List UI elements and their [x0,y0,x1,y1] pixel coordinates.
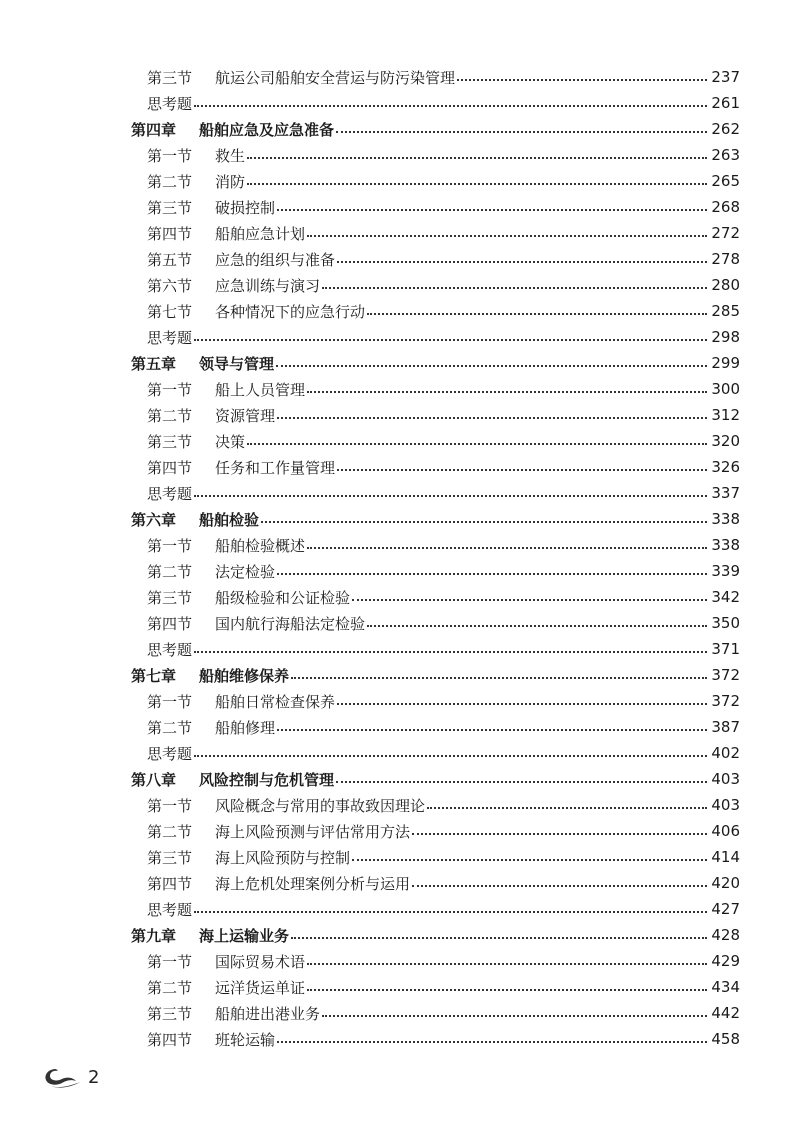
dot-leader [194,636,707,662]
dot-leader [307,948,707,974]
dot-leader [261,506,707,532]
toc-section-row [147,142,740,168]
page-number-ref: 372 [711,666,740,684]
dot-leader [276,350,707,376]
toc-section-row [147,272,740,298]
dot-leader [352,844,707,870]
section-label: 第四节 [147,874,193,893]
questions-title: 思考题 [147,744,193,763]
dot-leader [277,402,707,428]
page-number-ref: 414 [711,848,740,866]
toc-chapter-row [131,766,740,792]
chapter-label: 第五章 [131,354,177,373]
section-title: 决策 [215,432,246,451]
chapter-title: 船舶维修保养 [199,666,290,685]
section-title: 船舶进出港业务 [215,1004,321,1023]
page-number-ref: 262 [711,120,740,138]
page-number-ref: 278 [711,250,740,268]
dot-leader [194,90,707,116]
section-label: 第三节 [147,68,193,87]
page-number-ref: 299 [711,354,740,372]
page-number-ref: 272 [711,224,740,242]
toc-section-row [147,974,740,1000]
toc-section-row [147,688,740,714]
section-label: 第五节 [147,250,193,269]
chapter-title: 风险控制与危机管理 [199,770,335,789]
toc-section-row [147,558,740,584]
toc-chapter-row [131,116,740,142]
toc-section-row [147,194,740,220]
section-title: 各种情况下的应急行动 [215,302,366,321]
toc-chapter-row [131,506,740,532]
section-label: 第一节 [147,952,193,971]
section-label: 第三节 [147,1004,193,1023]
page-number-ref: 338 [711,510,740,528]
chapter-label: 第四章 [131,120,177,139]
section-label: 第六节 [147,276,193,295]
section-title: 海上风险预测与评估常用方法 [215,822,411,841]
dot-leader [194,740,707,766]
questions-title: 思考题 [147,640,193,659]
toc-section-row [147,870,740,896]
dot-leader [352,584,707,610]
page-number-ref: 268 [711,198,740,216]
page-number-ref: 442 [711,1004,740,1022]
section-label: 第三节 [147,588,193,607]
toc-section-row [147,584,740,610]
section-label: 第四节 [147,224,193,243]
section-label: 第二节 [147,406,193,425]
page-number-ref: 420 [711,874,740,892]
section-title: 船级检验和公证检验 [215,588,351,607]
page-number-ref: 403 [711,770,740,788]
dot-leader [247,168,707,194]
dot-leader [247,428,707,454]
toc-section-row [147,64,740,90]
chapter-title: 领导与管理 [199,354,275,373]
toc-section-row [147,428,740,454]
section-label: 第四节 [147,1030,193,1049]
section-label: 第二节 [147,562,193,581]
toc-questions-row [147,324,740,350]
section-label: 第二节 [147,718,193,737]
page-number-ref: 237 [711,68,740,86]
section-title: 法定检验 [215,562,276,581]
section-title: 海上危机处理案例分析与运用 [215,874,411,893]
toc-section-row [147,714,740,740]
section-title: 应急训练与演习 [215,276,321,295]
toc-section-row [147,246,740,272]
dot-leader [277,194,707,220]
toc-section-row [147,376,740,402]
section-label: 第二节 [147,172,193,191]
page-number-ref: 428 [711,926,740,944]
page-number-ref: 371 [711,640,740,658]
toc-section-row [147,610,740,636]
page-footer [42,1062,99,1092]
questions-title: 思考题 [147,484,193,503]
page-number-ref: 312 [711,406,740,424]
toc-section-row [147,948,740,974]
toc-section-row [147,844,740,870]
section-label: 第四节 [147,458,193,477]
chapter-label: 第六章 [131,510,177,529]
page-number-ref: 285 [711,302,740,320]
page-number-ref: 387 [711,718,740,736]
section-title: 船上人员管理 [215,380,306,399]
page-number-ref: 427 [711,900,740,918]
page-number-ref: 350 [711,614,740,632]
toc-section-row [147,298,740,324]
page-number-ref: 434 [711,978,740,996]
dot-leader [277,558,707,584]
section-title: 班轮运输 [215,1030,276,1049]
dot-leader [427,792,707,818]
section-title: 救生 [215,146,246,165]
toc-questions-row [147,740,740,766]
section-title: 海上风险预防与控制 [215,848,351,867]
dot-leader [247,142,707,168]
dot-leader [367,610,707,636]
page-number-ref: 261 [711,94,740,112]
page-number-ref: 342 [711,588,740,606]
dot-leader [322,1000,707,1026]
section-title: 船舶检验概述 [215,536,306,555]
page-number-ref: 406 [711,822,740,840]
dot-leader [457,64,707,90]
dot-leader [277,1026,707,1052]
dot-leader [412,870,707,896]
toc-section-row [147,168,740,194]
page-number-ref: 338 [711,536,740,554]
toc-section-row [147,220,740,246]
toc-chapter-row [131,662,740,688]
page-number-ref: 458 [711,1030,740,1048]
page-number-ref: 300 [711,380,740,398]
chapter-label: 第八章 [131,770,177,789]
toc-section-row [147,532,740,558]
dot-leader [337,454,707,480]
toc-section-row [147,792,740,818]
section-title: 任务和工作量管理 [215,458,336,477]
wave-logo-icon [42,1065,82,1089]
page-number-ref: 339 [711,562,740,580]
section-label: 第七节 [147,302,193,321]
dot-leader [337,246,707,272]
toc-section-row [147,454,740,480]
section-label: 第二节 [147,822,193,841]
section-title: 远洋货运单证 [215,978,306,997]
toc-questions-row [147,90,740,116]
questions-title: 思考题 [147,94,193,113]
page-number-ref: 403 [711,796,740,814]
toc-chapter-row [131,922,740,948]
dot-leader [336,766,707,792]
dot-leader [412,818,707,844]
dot-leader [336,116,707,142]
dot-leader [194,896,707,922]
section-label: 第一节 [147,146,193,165]
toc-chapter-row [131,350,740,376]
dot-leader [291,662,707,688]
section-title: 破损控制 [215,198,276,217]
page-number-ref: 337 [711,484,740,502]
section-title: 国际贸易术语 [215,952,306,971]
page-number-ref: 263 [711,146,740,164]
page-number: 2 [88,1066,100,1088]
dot-leader [307,220,707,246]
dot-leader [307,532,707,558]
chapter-label: 第七章 [131,666,177,685]
section-label: 第一节 [147,536,193,555]
section-label: 第三节 [147,198,193,217]
dot-leader [277,714,707,740]
page-number-ref: 372 [711,692,740,710]
section-title: 资源管理 [215,406,276,425]
dot-leader [194,480,707,506]
dot-leader [322,272,707,298]
page-number-ref: 280 [711,276,740,294]
chapter-title: 船舶应急及应急准备 [199,120,335,139]
page-number-ref: 265 [711,172,740,190]
dot-leader [367,298,707,324]
dot-leader [337,688,707,714]
toc-section-row [147,818,740,844]
dot-leader [307,376,707,402]
page-number-ref: 326 [711,458,740,476]
section-title: 消防 [215,172,246,191]
page-number-ref: 402 [711,744,740,762]
questions-title: 思考题 [147,900,193,919]
section-title: 船舶应急计划 [215,224,306,243]
chapter-label: 第九章 [131,926,177,945]
section-title: 应急的组织与准备 [215,250,336,269]
section-label: 第一节 [147,380,193,399]
page-number-ref: 298 [711,328,740,346]
section-label: 第一节 [147,796,193,815]
toc-questions-row [147,896,740,922]
chapter-title: 海上运输业务 [199,926,290,945]
section-label: 第四节 [147,614,193,633]
section-label: 第一节 [147,692,193,711]
toc-questions-row [147,636,740,662]
section-title: 船舶日常检查保养 [215,692,336,711]
toc-section-row [147,402,740,428]
page-number-ref: 429 [711,952,740,970]
toc-section-row [147,1000,740,1026]
page-number-ref: 320 [711,432,740,450]
section-label: 第二节 [147,978,193,997]
section-title: 船舶修理 [215,718,276,737]
dot-leader [291,922,707,948]
questions-title: 思考题 [147,328,193,347]
section-title: 风险概念与常用的事故致因理论 [215,796,426,815]
section-label: 第三节 [147,432,193,451]
chapter-title: 船舶检验 [199,510,260,529]
section-label: 第三节 [147,848,193,867]
section-title: 国内航行海船法定检验 [215,614,366,633]
section-title: 航运公司船舶安全营运与防污染管理 [215,68,456,87]
dot-leader [307,974,707,1000]
toc-section-row [147,1026,740,1052]
dot-leader [194,324,707,350]
toc-questions-row [147,480,740,506]
